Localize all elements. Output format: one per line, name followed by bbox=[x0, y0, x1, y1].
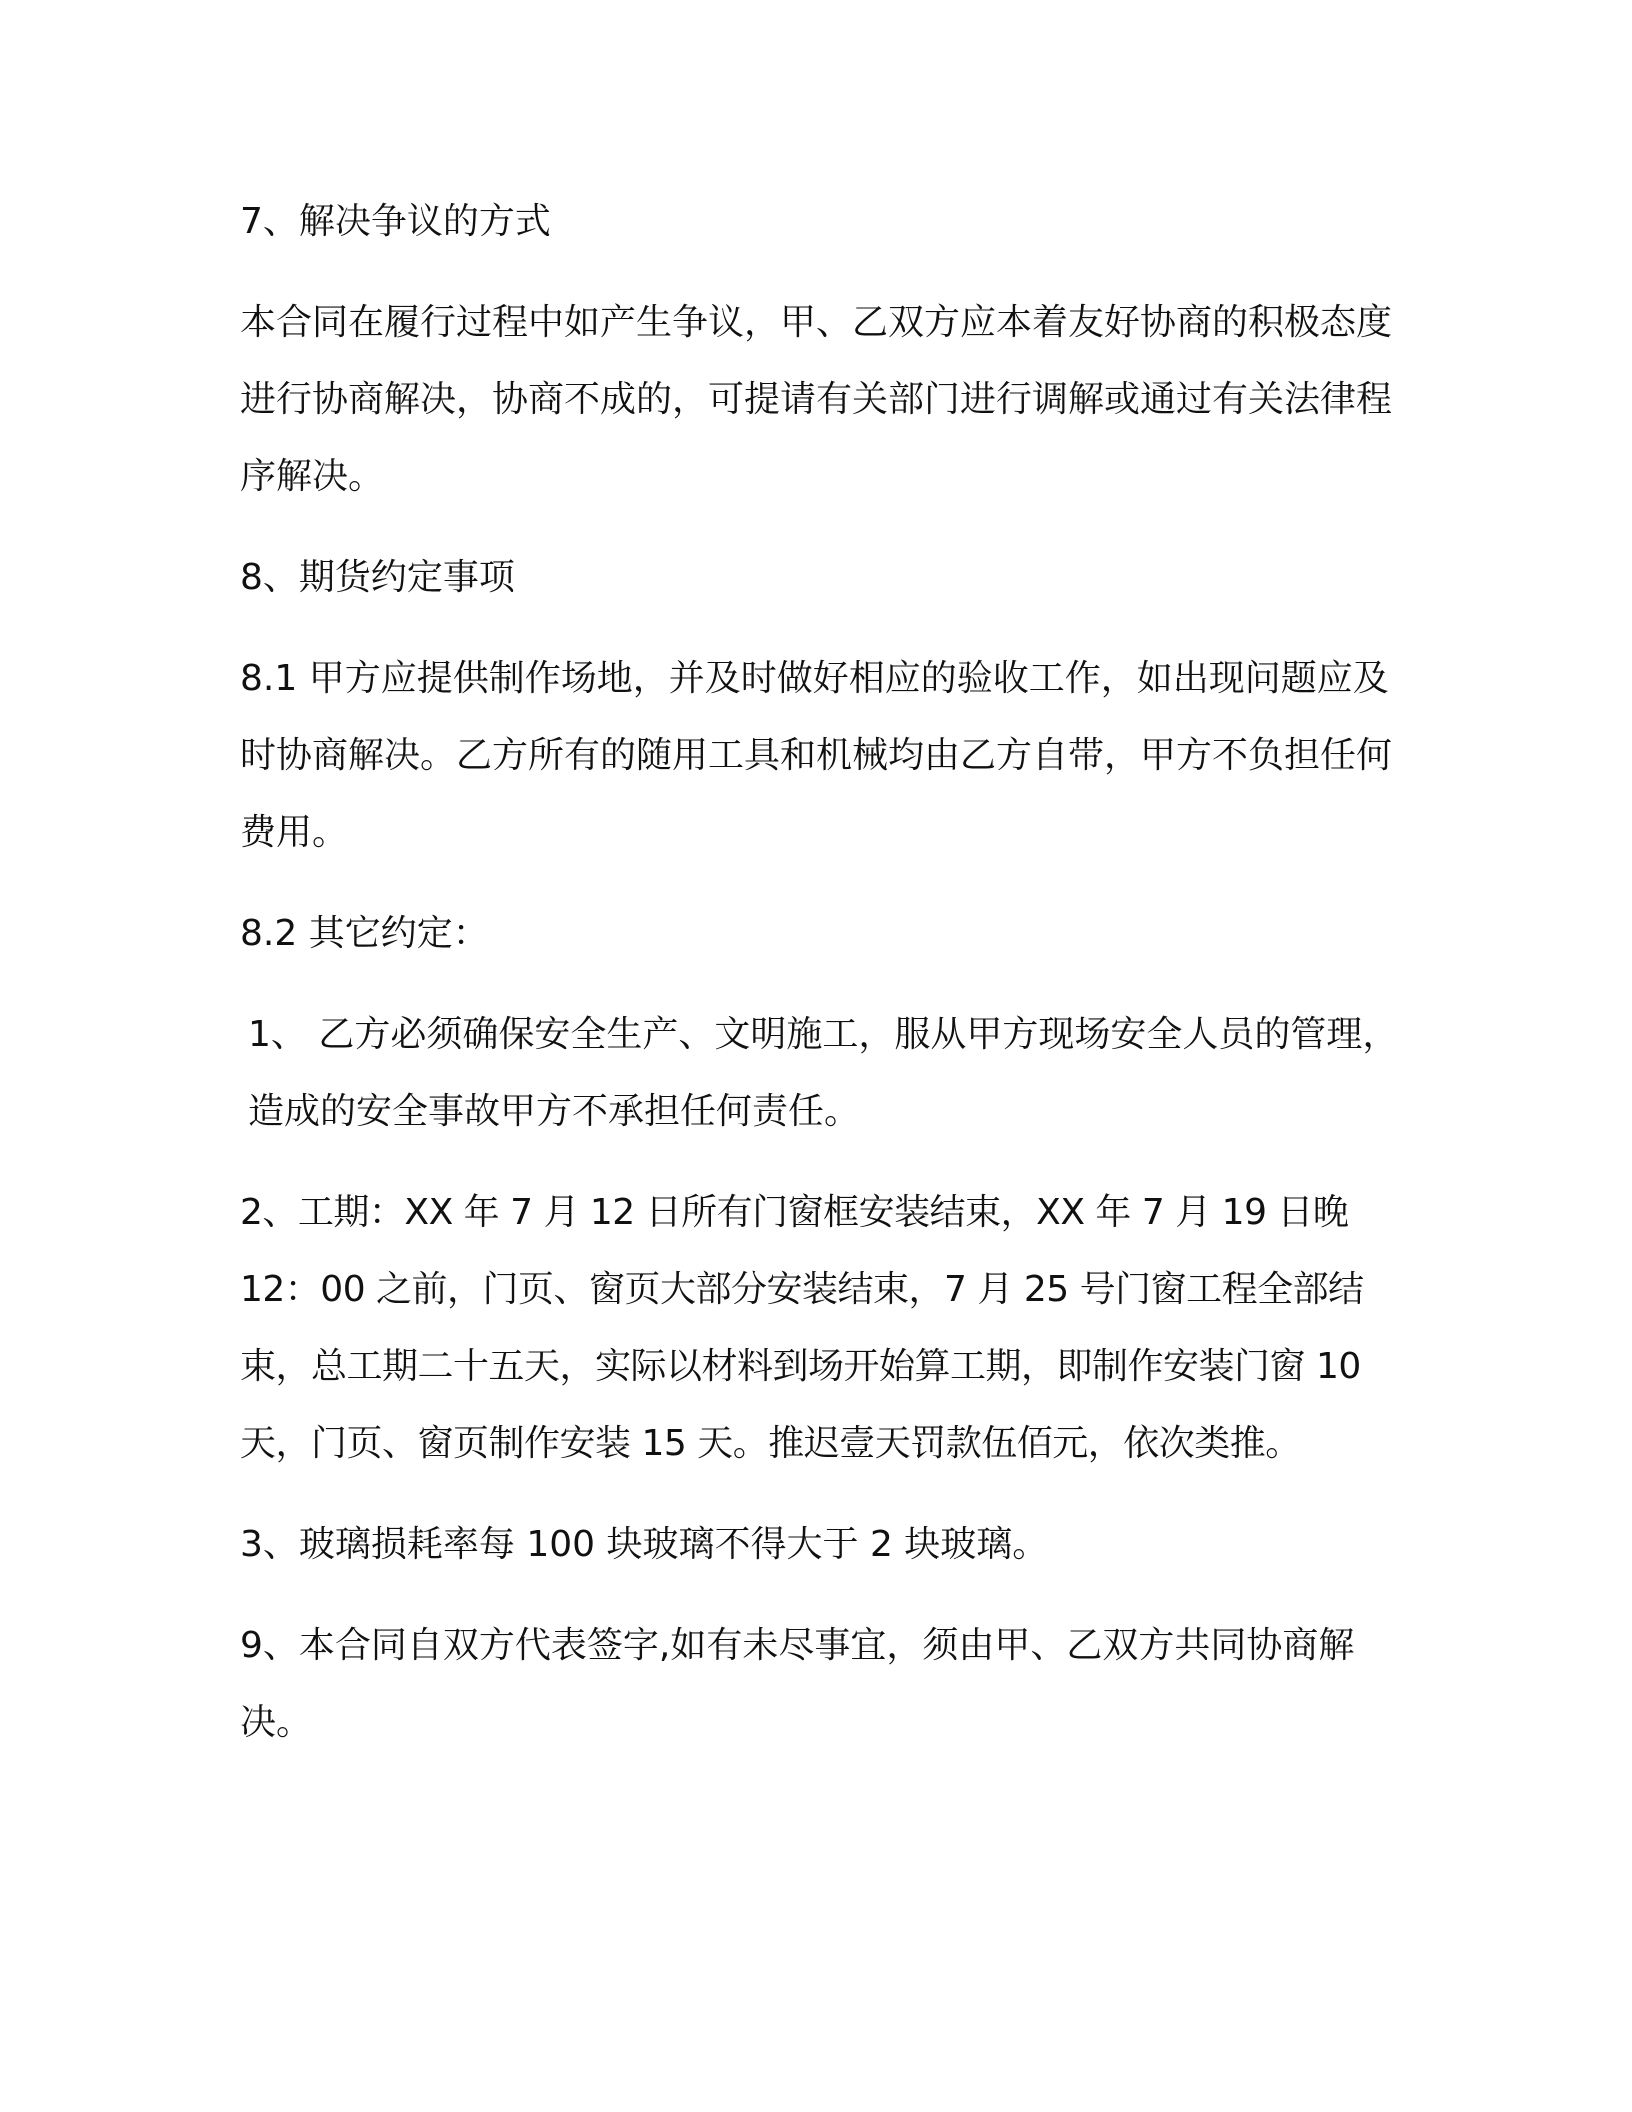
list-item-schedule: 2、工期：XX 年 7 月 12 日所有门窗框安装结束，XX 年 7 月 19 日晚 12：00 之前，门页、窗页大部分安装结束，7 月 25 号门窗工程全部结束，总工期二十五天，实际以材料到场开始算工期，即制作安装门窗 10 天，门页、窗页制作安装 15 天。推迟壹天罚款伍佰元，依次类推。 bbox=[240, 1192, 1364, 1464]
list-item-glass-loss: 3、玻璃损耗率每 100 块玻璃不得大于 2 块玻璃。 bbox=[240, 1524, 1049, 1565]
section-heading-8: 8、期货约定事项 bbox=[240, 557, 515, 598]
paragraph-9-signature: 9、本合同自双方代表签字,如有未尽事宜，须由甲、乙双方共同协商解决。 bbox=[240, 1625, 1355, 1743]
paragraph-8-1: 8.1 甲方应提供制作场地，并及时做好相应的验收工作，如出现问题应及时协商解决。乙方所有的随用工具和机械均由乙方自带，甲方不负担任何费用。 bbox=[240, 658, 1393, 853]
list-item-safety: 1、 乙方必须确保安全生产、文明施工，服从甲方现场安全人员的管理，造成的安全事故甲方不承担任何责任。 bbox=[248, 1014, 1399, 1132]
paragraph-dispute-resolution: 本合同在履行过程中如产生争议，甲、乙双方应本着友好协商的积极态度进行协商解决，协商不成的，可提请有关部门进行调解或通过有关法律程序解决。 bbox=[240, 302, 1393, 497]
section-heading-8-2: 8.2 其它约定： bbox=[240, 913, 489, 954]
document-body bbox=[240, 183, 1400, 1785]
section-heading-7: 7、解决争议的方式 bbox=[240, 201, 551, 242]
